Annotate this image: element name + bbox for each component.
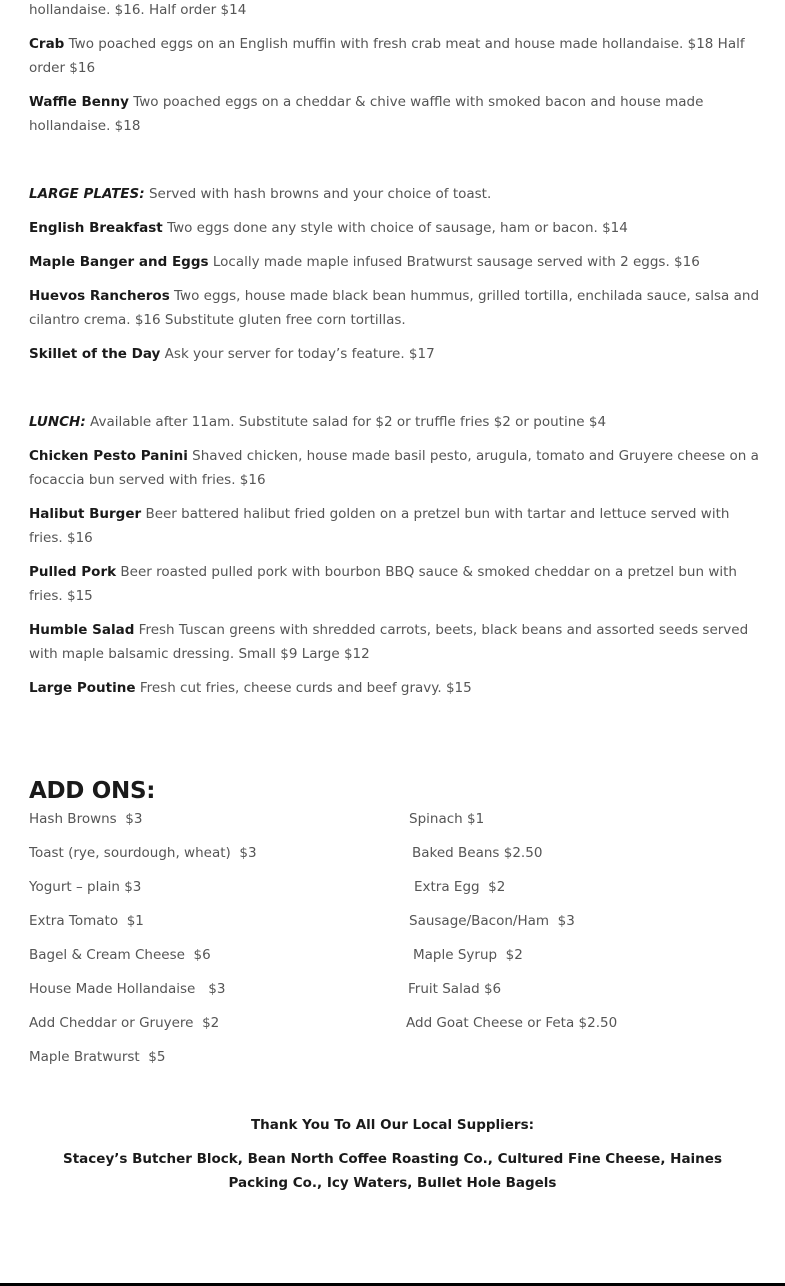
menu-item-description: Fresh Tuscan greens with shredded carrots, beets, black beans and assorted seeds served with maple balsamic dressing. Small $9 Large $12 bbox=[29, 622, 749, 662]
menu-item-crab bbox=[29, 32, 761, 80]
menu-item-name: Crab bbox=[29, 36, 65, 52]
add-ons-heading: ADD ONS: bbox=[29, 778, 156, 804]
section-header-large-plates bbox=[29, 182, 761, 206]
menu-item-large-poutine bbox=[29, 676, 761, 700]
menu-item-name: Humble Salad bbox=[29, 622, 135, 638]
menu-item-huevos-rancheros bbox=[29, 284, 761, 332]
menu-item-waffle-benny bbox=[29, 90, 761, 138]
menu-item-name: Maple Banger and Eggs bbox=[29, 254, 209, 270]
section-note: Available after 11am. Substitute salad for $2 or truffle fries $2 or poutine $4 bbox=[90, 414, 607, 430]
menu-item-name: Pulled Pork bbox=[29, 564, 117, 580]
menu-item-description: Shaved chicken, house made basil pesto, arugula, tomato and Gruyere cheese on a focaccia bun served with fries. $16 bbox=[29, 448, 759, 488]
add-on-left-item: Add Cheddar or Gruyere $2 bbox=[29, 1015, 220, 1031]
add-on-right-item: Sausage/Bacon/Ham $3 bbox=[409, 913, 575, 929]
add-on-left-item: Hash Browns $3 bbox=[29, 811, 143, 827]
add-on-right-item: Add Goat Cheese or Feta $2.50 bbox=[406, 1015, 618, 1031]
menu-item-description: Fresh cut fries, cheese curds and beef gravy. $15 bbox=[139, 680, 472, 696]
add-on-right-item: Fruit Salad $6 bbox=[408, 981, 502, 997]
menu-item-humble-salad bbox=[29, 618, 761, 666]
menu-item-name: Halibut Burger bbox=[29, 506, 142, 522]
menu-item-name: Waffle Benny bbox=[29, 94, 129, 110]
menu-item-description: Beer roasted pulled pork with bourbon BBQ sauce & smoked cheddar on a pretzel bun with fries. $15 bbox=[29, 564, 737, 604]
menu-item-name: English Breakfast bbox=[29, 220, 163, 236]
suppliers-list: Stacey’s Butcher Block, Bean North Coffee Roasting Co., Cultured Fine Cheese, Haines Packing Co., Icy Waters, Bullet Hole Bagels bbox=[63, 1151, 722, 1191]
menu-item-name: Chicken Pesto Panini bbox=[29, 448, 188, 464]
menu-item-description: Two poached eggs on a cheddar & chive waffle with smoked bacon and house made hollandaise. $18 bbox=[29, 94, 704, 134]
menu-item-skillet bbox=[29, 342, 761, 366]
section-label: LUNCH: bbox=[29, 414, 86, 430]
carryover-description: hollandaise. $16. Half order $14 bbox=[29, 2, 247, 18]
benedict-carryover-text bbox=[29, 0, 761, 22]
menu-item-chicken-pesto-panini bbox=[29, 444, 761, 492]
menu-item-description: Two poached eggs on an English muffin with fresh crab meat and house made hollandaise. $18 Half order $16 bbox=[29, 36, 745, 76]
menu-item-name: Skillet of the Day bbox=[29, 346, 161, 362]
add-on-left-item: Toast (rye, sourdough, wheat) $3 bbox=[29, 845, 257, 861]
add-on-left-item: Bagel & Cream Cheese $6 bbox=[29, 947, 211, 963]
menu-item-description: Two eggs, house made black bean hummus, grilled tortilla, enchilada sauce, salsa and cilantro crema. $16 Substitute gluten free corn tortillas. bbox=[29, 288, 760, 328]
add-on-left-item: Maple Bratwurst $5 bbox=[29, 1049, 166, 1065]
menu-item-maple-banger bbox=[29, 250, 761, 274]
menu-item-description: Locally made maple infused Bratwurst sausage served with 2 eggs. $16 bbox=[212, 254, 700, 270]
add-on-left-item: Yogurt – plain $3 bbox=[29, 879, 142, 895]
section-note: Served with hash browns and your choice of toast. bbox=[148, 186, 492, 202]
menu-item-name: Large Poutine bbox=[29, 680, 136, 696]
add-on-left-item: House Made Hollandaise $3 bbox=[29, 981, 226, 997]
add-on-right-item: Spinach $1 bbox=[409, 811, 485, 827]
menu-item-english-breakfast bbox=[29, 216, 761, 240]
section-label: LARGE PLATES: bbox=[29, 186, 145, 202]
menu-item-description: Two eggs done any style with choice of sausage, ham or bacon. $14 bbox=[167, 220, 628, 236]
add-on-right-item: Baked Beans $2.50 bbox=[412, 845, 543, 861]
add-on-right-item: Extra Egg $2 bbox=[414, 879, 506, 895]
menu-item-name: Huevos Rancheros bbox=[29, 288, 170, 304]
suppliers-thanks-heading: Thank You To All Our Local Suppliers: bbox=[250, 1117, 535, 1133]
add-on-left-item: Extra Tomato $1 bbox=[29, 913, 144, 929]
menu-item-description: Beer battered halibut fried golden on a pretzel bun with tartar and lettuce served with fries. $16 bbox=[29, 506, 730, 546]
add-on-right-item: Maple Syrup $2 bbox=[413, 947, 523, 963]
section-header-lunch bbox=[29, 410, 761, 434]
menu-item-pulled-pork bbox=[29, 560, 761, 608]
menu-item-description: Ask your server for today’s feature. $17 bbox=[164, 346, 435, 362]
menu-item-halibut-burger bbox=[29, 502, 761, 550]
